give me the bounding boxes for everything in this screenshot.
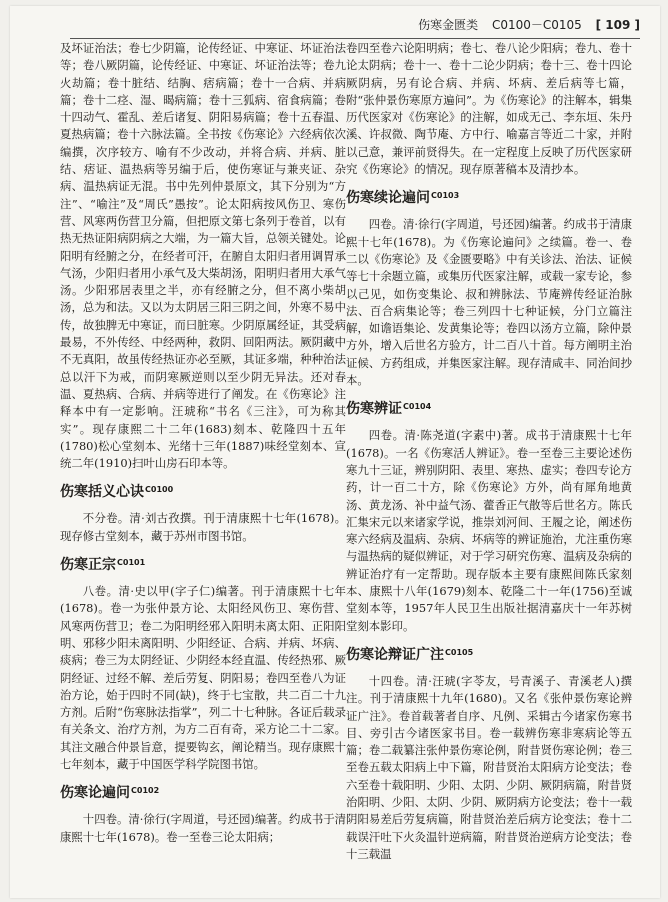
entry-text: 四卷。清·徐行(字周道，号还园)编著。约成书于清康熙十七年(1678)。为《伤寒论遍问》之续篇。卷一、卷二以《伤寒论》及《金匮要略》中有关诊法、治法、证候等七十余题立篇，或集历代医家注解，或载一家专论，参以己见，如伤变集论、叔和辨脉法、节庵辨传经证治脉法、百合病集论等；卷三列四十七种证候，分门立篇注解，如谵语集论、发黄集论等；卷四以汤方立篇，除仲景方外，增入后世名方验方，计二百八十首。每方阐明主治证候、方药组成，并集医家注解。现存清咸丰、同治间抄本。: [346, 217, 632, 388]
entry-title: [60, 783, 346, 803]
entry-title-text: 伤寒辨证: [346, 401, 402, 418]
entry-code: C0104: [403, 402, 432, 412]
entry-code: C0100: [145, 485, 174, 495]
entry-title-text: 伤寒论遍问: [60, 785, 130, 802]
entry-text: 四卷。清·陈尧道(字素中)著。成书于清康熙十七年(1678)。一名《伤寒活人辨证》。卷一至卷三主要论述伤寒九十三证，辨别阴阳、表里、寒热、虚实；卷四专论方药，计一百二十方，除《伤寒论》方外，尚有犀角地黄汤、黄龙汤、补中益气汤、藿香正气散等后世名方。陈氏汇集宋元以来诸家学说，推崇刘河间、王履之论，阐述伤寒六经病及温病、杂病、坏病等的辨证施治，尤注重伤寒与温热病的疑似辨证，对于学习研究伤寒、温病及杂病的辨证治疗有一定帮助。现存版本主要有康熙间陈氏家刻本、康熙十八年(1679)刻本、乾隆二十一年(1756)至诚堂刻本等，1957年人民卫生出版社据清嘉庆十一年苏树堂刻本影印。: [346, 428, 632, 633]
continued-paragraph: 及坏证治法；卷七少阴篇，论传经证、中寒证、坏证治法等；卷八厥阴篇，论传经证、中寒证、坏证治法等；卷九火劫篇；卷十脏结、结胸、痞病篇；卷十一合病、并病篇；卷十二痉、湿、暍病篇；卷十三狐病、宿食病篇；卷十四动气、霍乱、差后诸复、阴阳易病篇；卷十五春温、夏热病篇；卷十六脉法篇。全书按《伤寒论》六经病依次编撰，次序较方、喻有不少改动，并将合病、并病、脏结、痞证、温热病等另编于后，使伤寒证与兼夹证、杂病、温热病证无混。书中先列仲景原文，其下分别为“方注”、“喻注”及“周氏”愚按”。论太阳病按风伤卫、寒伤营、风寒两伤营卫分篇，但把原文第七条列于卷首，以有热无热证阳病阴病之大端，为一篇大旨，总领关键处。论阳明有经腑之分，在经者可汗，在腑自太阳归者用调胃承气汤，少阳归者用小承气及大柴胡汤，阳明归者用大承气汤。少阳邪居表里之半，亦有经腑之分，但不离小柴胡汤，总为和法。又以为太阴居三阳三阴之间，外寒不易中传，故独脾无中寒证，而曰脏寒。少阴原属经证，其受病最易，不外传经、中经两种，救阴、回阳两法。厥阴藏中不无真阳，故虽传经热证亦必至厥，其证多端，种种治法总以汗下为戒，而阴寒厥逆则以至少阴无异法。还对春温、夏热病、合病、并病等进行了阐发。在《伤寒论》注释本中有一定影响。汪琥称“书名《三注》，可为称其实”。现存康熙二十二年(1683)刻本、乾隆四十五年(1780)松心堂刻本、光绪十三年(1887)味经堂刻本、宣统二年(1910)扫叶山房石印本等。: [60, 41, 346, 471]
entry-text: 十四卷。清·汪琥(字苓友，号青溪子、青溪老人)撰注。刊于清康熙十九年(1680)。又名《张仲景伤寒论辨证广注》。卷首载著者自序、凡例、采辑古今诸家伤寒书目、旁引古今诸医家书目。卷一载辨伤寒非寒病论等五篇；卷二载纂注张仲景伤寒论例，附昔贤伤寒论例；卷三至卷五载太阳病上中下篇，附昔贤治太阳病方论变法；卷六至卷十载阳明、少阳、太阴、少阴、厥阴病篇，附昔贤治阳明、少阳、太阴、少阴、厥阴病方论变法；卷十一载阴阳易差后劳复病篇，附昔贤治差后病方论变法；卷十二载误汗吐下火灸温针逆病篇，附昔贤治逆病方论变法；卷十三载温: [346, 673, 632, 861]
entry-title: [60, 555, 346, 575]
entry-title-text: 伤寒括义心诀: [60, 484, 144, 501]
right-column: [346, 40, 632, 863]
header-range: C0100－C0105: [491, 18, 582, 32]
entry-title: [60, 482, 346, 502]
entry-title: [346, 399, 632, 419]
header-rule: [70, 38, 640, 39]
running-header: [10, 16, 640, 38]
entry-title-text: 伤寒正宗: [60, 557, 116, 574]
entry-code: C0102: [131, 786, 160, 796]
entry-text: 八卷。清·史以甲(字子仁)编著。刊于清康熙十七年(1678)。卷一为张仲景方论、太阳经风伤卫、寒伤营、风寒两伤营卫；卷二为阳明经邪入阳明未离太阳、正阳阳明、邪移少阳未离阳明、少阳经证、合病、并病、坏病、痰病；卷三为太阴经证、少阴经本经直温、传经热邪、厥阴经证、过经不解、差后劳复、阴阳易；卷四至卷八为证治方论，始于四时不同(缺)，终于七宝散，共二百二十九方剂。后附“伤寒脉法指掌”，列二十七种脉。各证后载录有关条文、治疗方剂，为方二百有奇，采方论二十二家。其注文融合仲景旨意，提要钩玄，阐论精当。现存康熙十七年刻本，藏于中国医学科学院图书馆。: [60, 584, 346, 771]
entry-title: [346, 188, 632, 208]
entry-code: C0101: [117, 558, 146, 568]
continued-paragraph: 卷四至卷六论阳明病；卷七、卷八论少阳病；卷九、卷十论太阴病；卷十一、卷十二论少阴病；卷十三、卷十四论厥阴病，另有论合病、并病、坏病、差后病等七篇，附“张仲景伤寒原方遍问”。为《伤寒论》的注解本，辑集历代医家对《伤寒论》的注解，如成无己、李东垣、朱丹溪、许叔微、陶节庵、方中行、喻嘉言等近二十家，并附以己意，兼评前贤得失。在一定程度上反映了历代医家研究《伤寒论》的情况。现存原著稿本及清抄本。: [346, 41, 632, 177]
entry-text: 不分卷。清·刘古孜撰。刊于清康熙十七年(1678)。现存修古堂刻本，藏于苏州市图书馆。: [60, 511, 346, 543]
entry-code: C0103: [431, 191, 460, 201]
page-number: [ 109 ]: [595, 18, 640, 32]
entry-text: 十四卷。清·徐行(字周道，号还园)编著。约成书于清康熙十七年(1678)。卷一至卷三论太阳病；: [60, 812, 346, 844]
header-category: 伤寒金匮类: [418, 18, 479, 32]
entry-title-text: 伤寒论辩证广注: [346, 646, 444, 663]
left-column: [60, 40, 346, 846]
entry-code: C0105: [445, 647, 474, 657]
entry-title: [346, 645, 632, 665]
entry-title-text: 伤寒续论遍问: [346, 190, 430, 207]
